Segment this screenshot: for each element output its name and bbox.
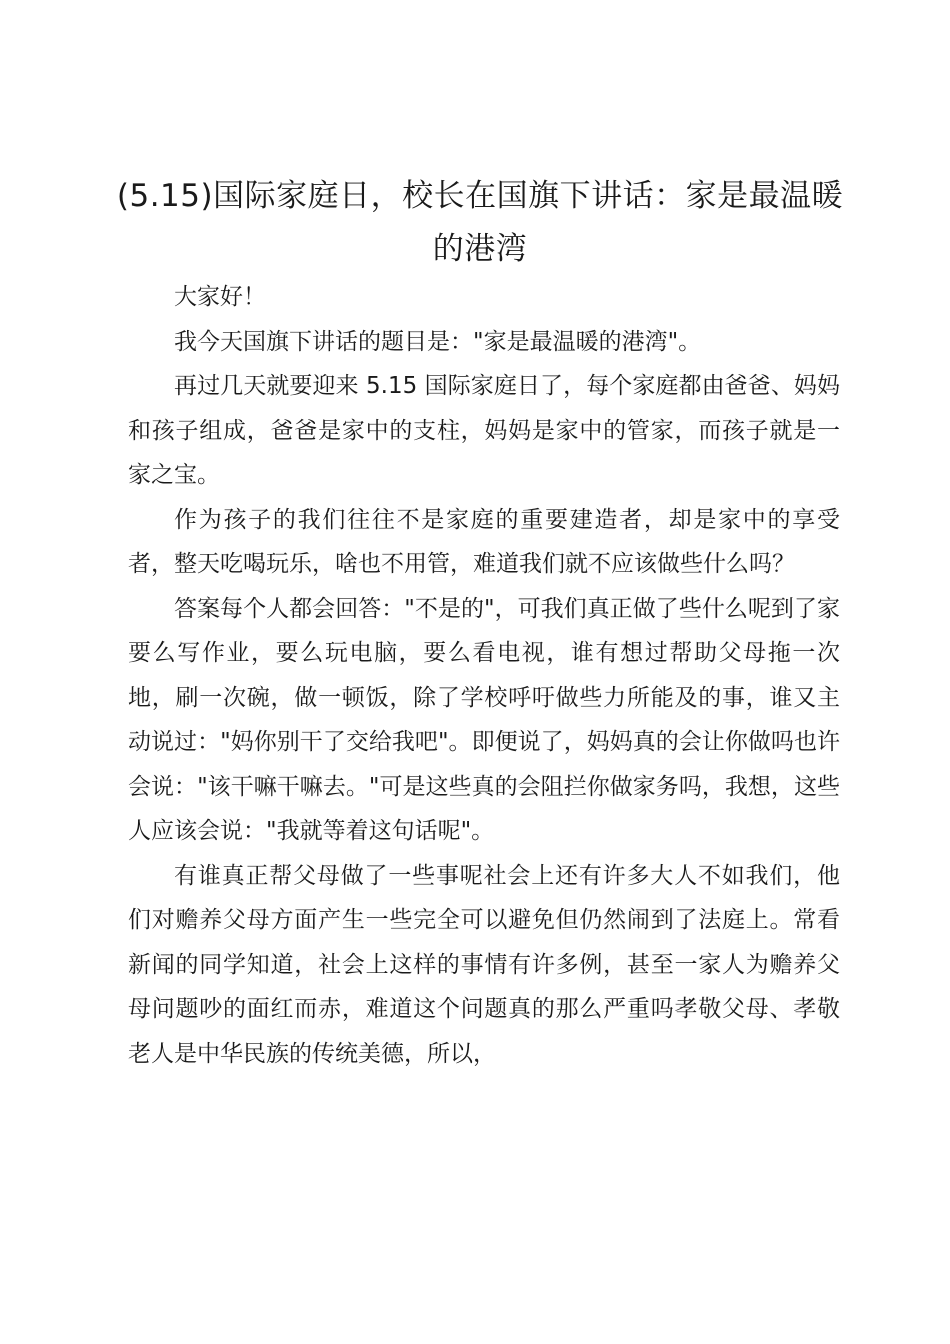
paragraph-greeting: 大家好！ [174,284,266,310]
document-body [128,275,840,1076]
paragraph-children-role: 作为孩子的我们往往不是家庭的重要建造者，却是家中的享受者，整天吃喝玩乐，啥也不用管，难道我们就不应该做些什么吗？ [128,506,840,577]
paragraph-family-day: 再过几天就要迎来 5.15 国际家庭日了，每个家庭都由爸爸、妈妈和孩子组成，爸爸是家中的支柱，妈妈是家中的管家，而孩子就是一家之宝。 [128,373,840,488]
document-title: (5.15)国际家庭日，校长在国旗下讲话：家是最温暖的港湾 [116,178,844,267]
paragraph-answer: 答案每个人都会回答："不是的"，可我们真正做了些什么呢到了家要么写作业，要么玩电脑，要么看电视，谁有想过帮助父母拖一次地，刷一次碗，做一顿饭，除了学校呼吁做些力所能及的事，谁又主动说过："妈你别干了交给我吧"。即便说了，妈妈真的会让你做吗也许会说："该干嘛干嘛去。"可是这些真的会阻拦你做家务吗，我想，这些人应该会说："我就等着这句话呢"。 [128,595,840,844]
paragraph-society: 有谁真正帮父母做了一些事呢社会上还有许多大人不如我们，他们对赡养父母方面产生一些完全可以避免但仍然闹到了法庭上。常看新闻的同学知道，社会上这样的事情有许多例，甚至一家人为赡养父母问题吵的面红而赤，难道这个问题真的那么严重吗孝敬父母、孝敬老人是中华民族的传统美德，所以， [128,862,840,1067]
paragraph-topic: 我今天国旗下讲话的题目是："家是最温暖的港湾"。 [174,328,702,355]
